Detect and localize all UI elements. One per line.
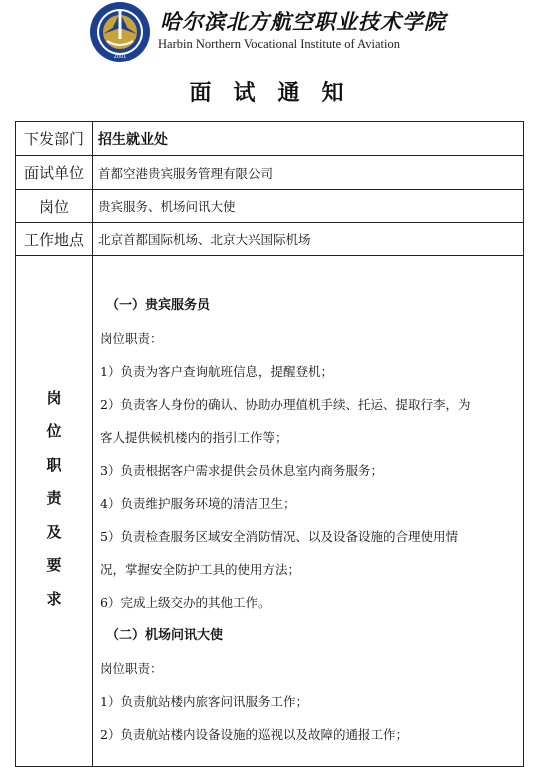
row-label: 工作地点: [16, 223, 93, 256]
table-row: [16, 156, 524, 190]
duty-line: 3）负责根据客户需求提供会员休息室内商务服务；: [100, 463, 383, 478]
duties-label: [16, 256, 93, 767]
duty-label-char: 求: [46, 589, 62, 608]
row-value: 招生就业处: [93, 122, 524, 156]
row-label: 岗位: [16, 190, 93, 223]
notice-table: [15, 121, 524, 767]
row-value: 北京首都国际机场、北京大兴国际机场: [93, 223, 524, 256]
duty-line: 5）负责检查服务区域安全消防情况、以及设备设施的合理使用情: [100, 529, 458, 544]
school-logo-icon: [89, 1, 151, 63]
duty-line: 1）负责航站楼内旅客问讯服务工作；: [100, 694, 308, 709]
duty-line: 况，掌握安全防护工具的使用方法；: [100, 562, 301, 577]
section-title: （二）机场问讯大使: [106, 628, 224, 643]
table-row: [16, 190, 524, 223]
section-title: （一）贵宾服务员: [106, 298, 211, 313]
page-title: 面试通知: [189, 81, 366, 106]
duty-label-char: 要: [46, 556, 62, 575]
duty-label-char: 位: [46, 422, 62, 441]
duty-line: 2）负责航站楼内设备设施的巡视以及故障的通报工作；: [100, 727, 408, 742]
duties-content: [93, 256, 524, 767]
row-label: 面试单位: [16, 156, 93, 190]
logo-year: 2001: [113, 54, 127, 60]
duty-line: 1）负责为客户查询航班信息，提醒登机；: [100, 364, 333, 379]
duty-line: 2）负责客人身份的确认、协助办理值机手续、托运、提取行李，为: [100, 397, 471, 412]
school-name-cn: 哈尔滨北方航空职业技术学院: [160, 9, 446, 34]
section-subtitle: 岗位职责：: [100, 661, 163, 676]
duty-label-char: 职: [46, 455, 62, 474]
duty-label-char: 责: [46, 489, 62, 508]
duty-line: 6）完成上级交办的其他工作。: [100, 595, 271, 610]
row-value: 贵宾服务、机场问讯大使: [93, 190, 524, 223]
table-row: [16, 256, 524, 767]
table-row: [16, 122, 524, 156]
letterhead: [0, 0, 533, 70]
duty-line: 客人提供候机楼内的指引工作等；: [100, 430, 288, 445]
section-subtitle: 岗位职责：: [100, 331, 163, 346]
duty-line: 4）负责维护服务环境的清洁卫生；: [100, 496, 296, 511]
table-row: [16, 223, 524, 256]
duty-label-char: 及: [46, 522, 62, 541]
row-label: 下发部门: [16, 122, 93, 156]
row-value: 首都空港贵宾服务管理有限公司: [93, 156, 524, 190]
school-name-en: Harbin Northern Vocational Institute of Aviation: [158, 37, 400, 51]
duty-label-char: 岗: [46, 388, 62, 407]
